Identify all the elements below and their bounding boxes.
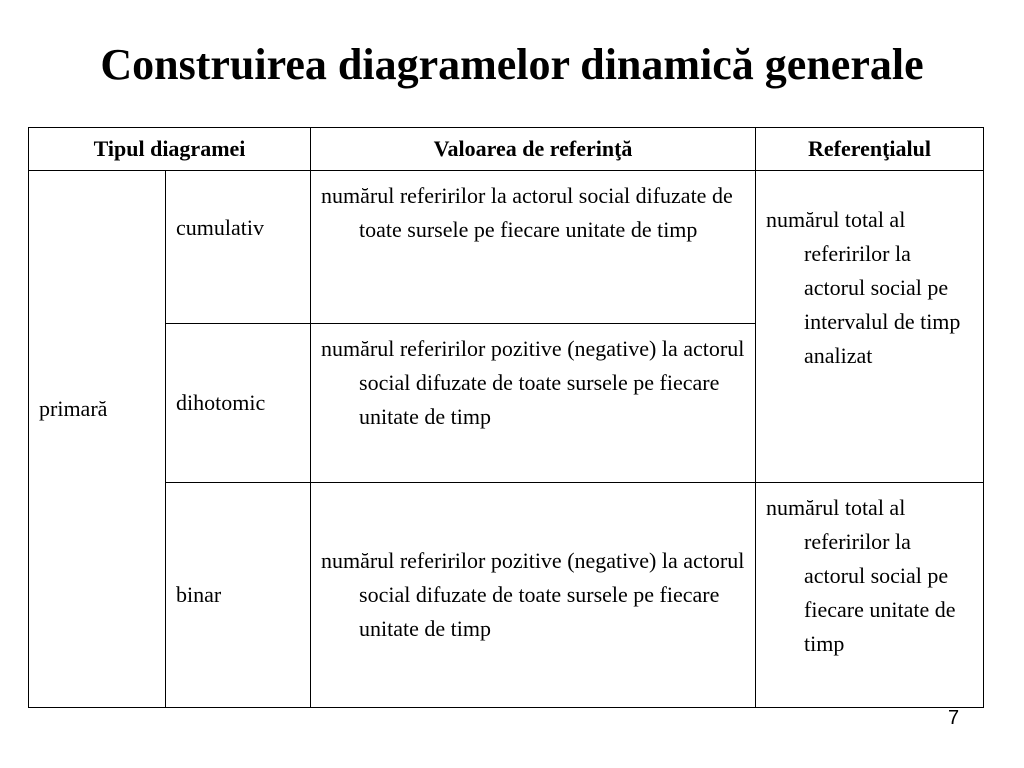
referential-cell [756,483,984,708]
valoare-cell [311,483,756,708]
table-row [29,483,984,708]
header-valoarea-de-referinta: Valoarea de referinţă [311,128,756,171]
valoare-cell [311,171,756,324]
slide-title: Construirea diagramelor dinamică generale [100,40,924,89]
reference-table [28,127,984,708]
header-referentialul: Referenţialul [756,128,984,171]
referential-text: numărul total al referirilor la actorul social pe intervalul de timp analizat [766,207,961,368]
valoare-cell [311,324,756,483]
subtype-label: dihotomic [176,390,266,415]
table-header-row [29,128,984,171]
subtype-cell [166,171,311,324]
page-number: 7 [948,707,960,729]
group-cell-primara [29,171,166,708]
subtype-cell [166,324,311,483]
valoare-text: numărul referirilor pozitive (negative) la actorul social difuzate de toate sursele pe fiecare unitate de timp [321,336,745,429]
valoare-text: numărul referirilor pozitive (negative) la actorul social difuzate de toate sursele pe fiecare unitate de timp [321,548,745,641]
subtype-label: binar [176,582,222,607]
table-row [29,171,984,324]
referential-text: numărul total al referirilor la actorul social pe fiecare unitate de timp [766,495,956,656]
valoare-text: numărul referirilor la actorul social difuzate de toate sursele pe fiecare unitate de timp [321,183,733,242]
group-label: primară [39,396,108,421]
header-tipul-diagramei: Tipul diagramei [29,128,311,171]
referential-cell [756,171,984,483]
subtype-cell [166,483,311,708]
subtype-label: cumulativ [176,215,264,240]
